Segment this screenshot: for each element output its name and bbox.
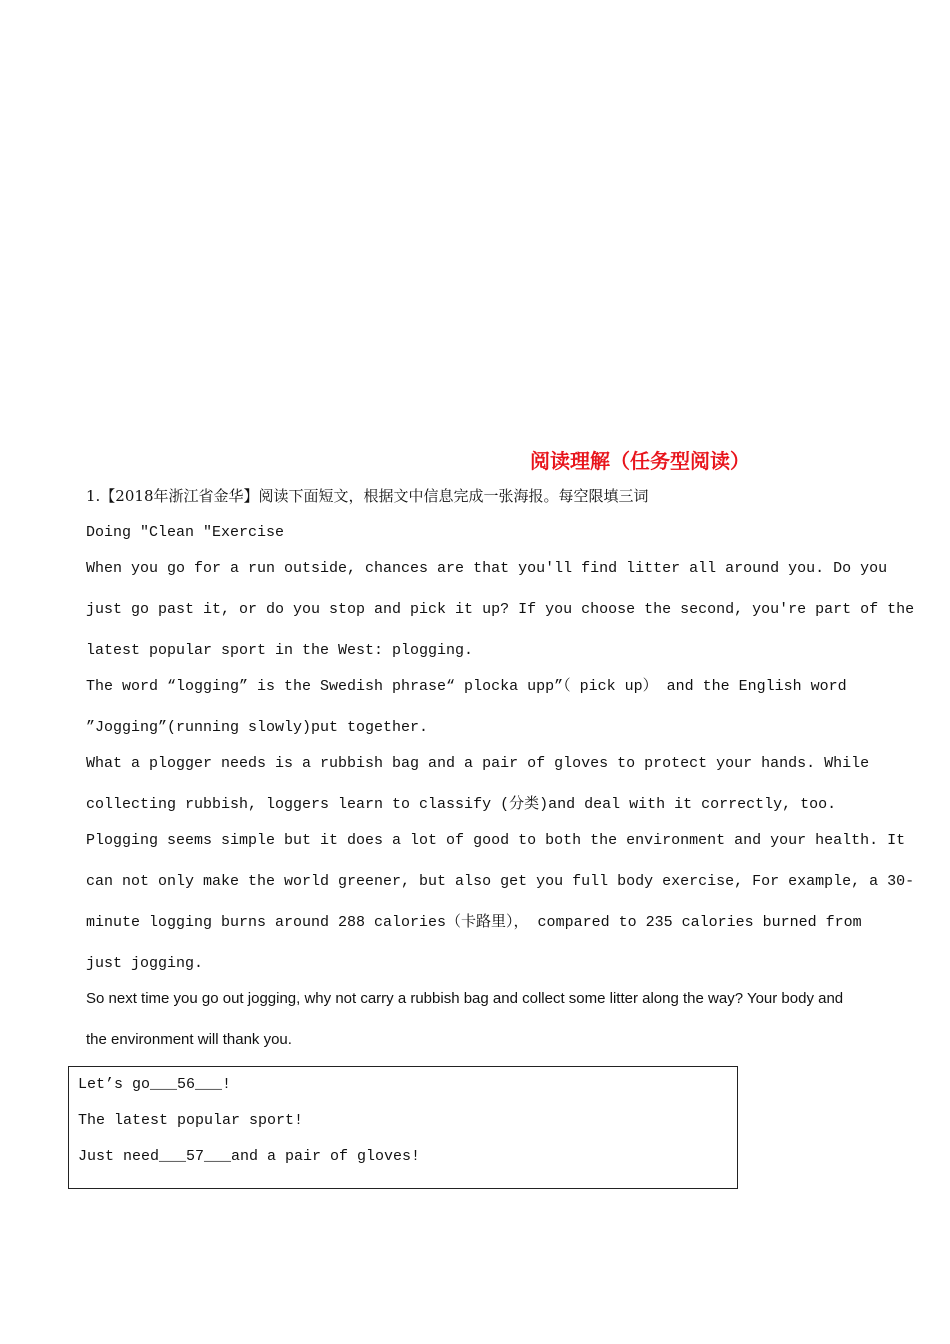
question-instruction: 阅读下面短文，根据文中信息完成一张海报。每空限填三词: [258, 487, 649, 505]
question-header: [86, 484, 649, 508]
page-title: 阅读理解（任务型阅读）: [530, 449, 750, 473]
closing-line-2: the environment will thank you.: [86, 1031, 292, 1048]
passage-line-7: collecting rubbish, loggers learn to classify (分类)and deal with it correctly, too.: [86, 796, 837, 813]
answer-blank-57[interactable]: ___57___: [159, 1148, 232, 1165]
poster-row-1-suffix: !: [222, 1076, 232, 1093]
passage-line-8: Plogging seems simple but it does a lot of good to both the environment and your health. It: [86, 832, 906, 849]
poster-box: [68, 1066, 738, 1189]
poster-row-2: The latest popular sport!: [78, 1112, 304, 1129]
passage-line-4: The word “logging” is the Swedish phrase“ plocka upp”（ pick up） and the English word: [86, 678, 847, 695]
passage-line-5: ”Jogging”(running slowly)put together.: [86, 719, 429, 736]
poster-row-3: [78, 1145, 420, 1169]
poster-row-1: [78, 1073, 231, 1097]
question-number-source: 1.【2018年浙江省金华】: [86, 487, 259, 505]
passage-line-11: just jogging.: [86, 955, 204, 972]
passage-line-1: When you go for a run outside, chances are that you'll find litter all around you. Do you: [86, 560, 888, 577]
passage-heading: Doing "Clean "Exercise: [86, 524, 285, 541]
poster-row-3-suffix: and a pair of gloves!: [231, 1148, 421, 1165]
passage-line-10: minute logging burns around 288 calories（卡路里）， compared to 235 calories burned from: [86, 914, 862, 931]
answer-blank-56[interactable]: ___56___: [150, 1076, 223, 1093]
poster-row-1-prefix: Let’s go: [78, 1076, 151, 1093]
passage-line-3: latest popular sport in the West: plogging.: [86, 642, 474, 659]
closing-line-1: So next time you go out jogging, why not carry a rubbish bag and collect some litter along the way? Your body and: [86, 990, 844, 1007]
passage-line-6: What a plogger needs is a rubbish bag and a pair of gloves to protect your hands. While: [86, 755, 870, 772]
passage-line-2: just go past it, or do you stop and pick it up? If you choose the second, you're part of the: [86, 601, 915, 618]
poster-row-3-prefix: Just need: [78, 1148, 160, 1165]
passage-line-9: can not only make the world greener, but also get you full body exercise, For example, a 30-: [86, 873, 915, 890]
